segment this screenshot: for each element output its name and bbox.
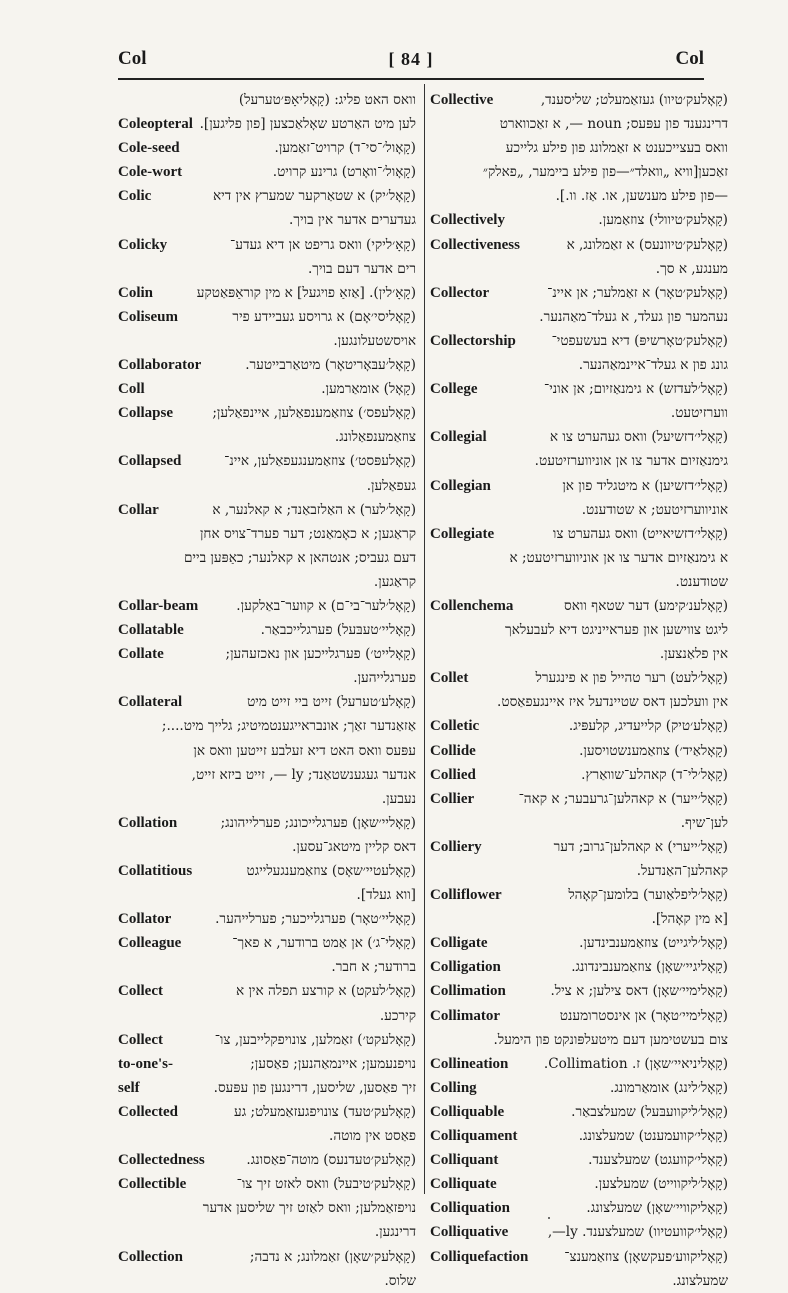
- entry-continuation-line: [118, 666, 416, 690]
- entry-continuation-line: [430, 618, 728, 642]
- definition-text: (קָאָל׳לי־ד) קאהלע־שוואַרץ.: [581, 766, 728, 783]
- dictionary-entry-line: [430, 281, 728, 305]
- dictionary-entry-line: [118, 859, 416, 883]
- dictionary-entry-line: [430, 1124, 728, 1148]
- definition-text: גימנאַזיום אדער צו אן אוניווערזיטעט.: [534, 453, 728, 470]
- definition-text: (קָאָלעק׳טאָרשיפּ) דיא בעשעפטי־: [551, 332, 728, 349]
- definition-text: צום בעשטימען דעם מיטעלפּונקט פון הימעל.: [493, 1031, 728, 1048]
- definition-text: (קָאָליניאיי׳שאָן) ז. Collimation.: [543, 1055, 728, 1072]
- headword: to-one's-: [118, 1055, 173, 1072]
- entry-continuation-line: [118, 1269, 416, 1293]
- definition-text: (קָאָל׳ייער) א קאהלען־גרעבער; א קאה־: [518, 790, 728, 807]
- definition-text: (קָאָול׳־סי־ד) קרויט־זאַמען.: [274, 140, 416, 157]
- definition-text: (קָאָלעק׳טעדנעס) מוטה־פאַסונג.: [246, 1152, 416, 1169]
- definition-text: (קָאָלע׳טיק) קלייעדיג, קלעפּיג.: [568, 718, 728, 735]
- dictionary-entry-line: [118, 449, 416, 473]
- dictionary-entry-line: [118, 979, 416, 1003]
- entry-continuation-line: [430, 811, 728, 835]
- definition-text: געפאַלען.: [366, 477, 416, 494]
- entry-continuation-line: [430, 449, 728, 473]
- headword: Colliquable: [430, 1103, 505, 1120]
- dictionary-entry-line: [430, 666, 728, 690]
- entry-continuation-line: [118, 739, 416, 763]
- headword: Collectively: [430, 212, 505, 229]
- headword: Collator: [118, 911, 172, 928]
- entry-continuation-line: [118, 88, 416, 112]
- entry-continuation-line: [430, 642, 728, 666]
- dictionary-entry-line: [118, 112, 416, 136]
- dictionary-entry-line: [430, 714, 728, 738]
- dictionary-entry-line: [118, 1245, 416, 1269]
- definition-text: [א מין קאָהל].: [651, 911, 728, 928]
- definition-text: (קָאָלעק׳טאָר) א זאַמלער; אן איינ־: [547, 284, 728, 301]
- dictionary-entry-line: [118, 1100, 416, 1124]
- definition-text: (קָאָלימיי׳טאָר) אן אינסטרומענט: [559, 1007, 728, 1024]
- headword: Colliquefaction: [430, 1248, 529, 1265]
- headword: Collectorship: [430, 332, 516, 349]
- column-divider: [424, 84, 425, 1194]
- definition-text: אנדער געגענשטאַנד; ly —, זייט ביזא זייט,: [191, 766, 416, 783]
- definition-text: שטודענט.: [675, 573, 728, 590]
- definition-text: עפּעס וואס האט דיא זעלבע זייטען וואס אן: [193, 742, 416, 759]
- definition-text: (קָאָלעפס׳) צוזאַמענפאַלען, איינפאַלען;: [212, 405, 416, 422]
- entry-continuation-line: [118, 1004, 416, 1028]
- dictionary-entry-line: [118, 233, 416, 257]
- definition-text: שמעלצונג.: [672, 1272, 728, 1289]
- definition-text: דאס קליין מיטאג־עסען.: [292, 838, 416, 855]
- dictionary-entry-line: [118, 281, 416, 305]
- dictionary-entry-line: [430, 931, 728, 955]
- entry-continuation-line: [118, 955, 416, 979]
- definition-text: דרינגענד פון עפּעס; noun —, א זאַכווארט: [499, 116, 728, 133]
- dictionary-entry-line: [430, 594, 728, 618]
- entry-continuation-line: [118, 425, 416, 449]
- headword: Collapsed: [118, 453, 182, 470]
- headword: Collar-beam: [118, 597, 199, 614]
- dictionary-entry-line: [430, 377, 728, 401]
- entry-continuation-line: [430, 184, 728, 208]
- headword: Cole-seed: [118, 140, 180, 157]
- headword: Colicky: [118, 236, 168, 253]
- headword: Colliquant: [430, 1152, 499, 1169]
- headword: Collection: [118, 1248, 183, 1265]
- definition-text: (קָאָלעטיי׳שאָס) צוזאַמענגעלייגט: [246, 863, 416, 879]
- headword: Collectedness: [118, 1152, 205, 1169]
- definition-text: קראַגען.: [373, 573, 416, 590]
- dictionary-entry-line: [118, 136, 416, 160]
- definition-text: (קָאָליי׳טאָר) פערגלייכער; פערלייהער.: [215, 911, 416, 928]
- entry-continuation-line: [430, 136, 728, 160]
- headword: Collate: [118, 646, 164, 663]
- page-number: [ 84 ]: [388, 48, 434, 69]
- definition-text: ברודער; א חבר.: [331, 959, 416, 976]
- headword: Collect: [118, 983, 163, 1000]
- definition-text: (קָאָ׳לין). [אַזאַ פויגעל] א מין קוראַפּאַטקע: [196, 284, 416, 301]
- header-rule: [118, 78, 704, 80]
- entry-continuation-line: [118, 522, 416, 546]
- dictionary-entry-line: [430, 1148, 728, 1172]
- dictionary-entry-line: [118, 1052, 416, 1076]
- dictionary-entry-line: [118, 377, 416, 401]
- dictionary-entry-line: [430, 88, 728, 112]
- definition-text: (קָאָלעקט׳) זאַמלען, צונויפקלייבען, צו־: [214, 1031, 416, 1048]
- definition-text: (קָאָלעק׳טיוו) געזאַמעלט; שליסענד,: [540, 92, 728, 108]
- definition-text: נויפנעמען; איינמאַהנען; פאַסען;: [250, 1055, 416, 1072]
- definition-text: (קָאָלי׳קוועמענט) שמעלצונג.: [578, 1128, 728, 1145]
- dictionary-entry-line: [430, 1004, 728, 1028]
- definition-text: (קָאָלעפּסט׳) צוזאַמענגעפאַלען, איינ־: [224, 453, 416, 470]
- dictionary-entry-line: [118, 1028, 416, 1052]
- definition-text: קראַגען; א כאָמאַנט; דער פערד־צויס אחן: [199, 525, 416, 542]
- entry-continuation-line: [118, 714, 416, 738]
- entry-continuation-line: [430, 570, 728, 594]
- definition-text: ווערזיטעט.: [670, 405, 728, 422]
- entry-continuation-line: [430, 257, 728, 281]
- dictionary-entry-line: [430, 1196, 728, 1220]
- dictionary-entry-line: [430, 1245, 728, 1269]
- headword: Collimator: [430, 1007, 500, 1024]
- headword: Collegial: [430, 429, 487, 446]
- definition-text: דרינגען.: [374, 1224, 416, 1241]
- headword: Colliquative: [430, 1224, 509, 1241]
- headword: Collied: [430, 766, 476, 783]
- headword: Coliseum: [118, 308, 178, 325]
- dictionary-entry-line: [118, 1076, 416, 1100]
- dictionary-entry-line: [430, 1052, 728, 1076]
- headword: Collegiate: [430, 525, 495, 542]
- definition-text: צוזאַמענפאַלונג.: [334, 429, 416, 446]
- dictionary-entry-line: [118, 1148, 416, 1172]
- headword: Colliquate: [430, 1176, 497, 1193]
- definition-text: זיך פאַסען, שליסען, דרינגען פון עפּעס.: [213, 1079, 416, 1096]
- page-header: [118, 44, 704, 74]
- entry-continuation-line: [118, 835, 416, 859]
- headword: Colleague: [118, 935, 182, 952]
- definition-text: (קָאָל׳לעקט) א קורצע תפלה אין א: [235, 983, 416, 1000]
- definition-text: (קָאָ׳ליקי) וואס גריפט אן דיא געדע־: [230, 236, 416, 253]
- entry-continuation-line: [430, 690, 728, 714]
- definition-text: מענגע, א סך.: [655, 260, 728, 277]
- definition-text: פערגלייהען.: [353, 670, 416, 687]
- entry-continuation-line: [430, 401, 728, 425]
- dictionary-entry-line: [430, 979, 728, 1003]
- entry-continuation-line: [430, 498, 728, 522]
- definition-text: זאַכען[וויא „וואלד״—פון פילע ביימער, „פאלק״: [482, 164, 728, 181]
- definition-text: (קָאָל׳לער) א האַלזבאַנד; א קאלנער, א: [212, 501, 416, 518]
- dictionary-entry-line: [430, 425, 728, 449]
- dictionary-entry-line: [118, 642, 416, 666]
- headword: Collet: [430, 670, 469, 687]
- definition-text: (קָאָליקוויי׳שאָן) שמעלצונג.: [586, 1200, 728, 1217]
- headword: self: [118, 1079, 140, 1096]
- definition-text: (קָאָל׳יק) א שטאַרקער שמערץ אין דיא: [212, 188, 416, 205]
- headword: Coleopteral: [118, 116, 193, 133]
- definition-text: (קָאָול׳־וואָרט) גרינע קרויט.: [272, 164, 416, 181]
- headword: Colic: [118, 188, 152, 205]
- headword: Collatitious: [118, 863, 193, 879]
- entry-continuation-line: [430, 1269, 728, 1293]
- entry-continuation-line: [118, 1124, 416, 1148]
- entry-continuation-line: [430, 353, 728, 377]
- definition-text: קאהלען־האַנדעל.: [636, 863, 728, 879]
- headword: College: [430, 381, 478, 398]
- definition-text: (קָאָל׳לער־בי־ם) א קווער־באַלקען.: [236, 597, 416, 614]
- definition-text: (קָאָלעק׳טיוונעס) א זאַמלונג, א: [566, 236, 728, 253]
- definition-text: לען־שיף.: [680, 814, 728, 831]
- dictionary-entry-line: [430, 835, 728, 859]
- definition-text: (קָאָל׳ייערי) א קאהלען־גרוב; דער: [553, 838, 728, 855]
- dictionary-entry-line: [430, 739, 728, 763]
- headword: Collatable: [118, 622, 184, 639]
- dictionary-entry-line: [118, 931, 416, 955]
- left-guide-word: Col: [118, 48, 147, 69]
- definition-text: (קָאָליי׳טעבּעל) פערגלייכבאַר.: [260, 622, 416, 639]
- entry-continuation-line: [430, 546, 728, 570]
- definition-text: (קָאָלי׳דזשיעל) וואס געהערט צו א: [549, 429, 728, 446]
- headword: Collapse: [118, 405, 174, 422]
- headword: Collective: [430, 92, 494, 108]
- definition-text: (קָאָל׳ליגייט) צוזאַמענבינדען.: [579, 935, 728, 952]
- entry-continuation-line: [118, 546, 416, 570]
- definition-text: (קָאָלי׳קוועטיוו) שמעלצענד. ly—,: [547, 1224, 728, 1241]
- definition-text: (קָאָל׳ליפלאַוער) בלומען־קאָהל: [568, 887, 728, 904]
- headword: Collegian: [430, 477, 491, 494]
- headword: Colliflower: [430, 887, 502, 904]
- definition-text: פאַסט אין מוטה.: [329, 1128, 416, 1145]
- headword: Collectible: [118, 1176, 187, 1193]
- entry-continuation-line: [118, 1196, 416, 1220]
- definition-text: (קָאָליי׳שאָן) פערגלייכונג; פערלייהונג;: [220, 814, 416, 831]
- dictionary-entry-line: [118, 305, 416, 329]
- dictionary-entry-line: [118, 353, 416, 377]
- definition-text: אין פלאַנצען.: [659, 646, 728, 663]
- dictionary-entry-line: [118, 401, 416, 425]
- headword: Collateral: [118, 694, 183, 711]
- entry-continuation-line: [430, 112, 728, 136]
- entry-continuation-line: [118, 208, 416, 232]
- definition-text: (קָאָלי׳קוועגט) שמעלצענד.: [588, 1152, 728, 1169]
- headword: Colin: [118, 284, 154, 301]
- definition-text: אין וועלכען דאס שטיינדעל איז איינגעפאַסט.: [497, 694, 728, 711]
- dictionary-entry-line: [430, 233, 728, 257]
- definition-text: (קָאָליגיי׳שאָן) צוזאַמענבינדונג.: [571, 959, 728, 976]
- definition-text: [ווא געלד].: [356, 887, 416, 904]
- headword: Collar: [118, 501, 159, 518]
- dictionary-entry-line: [430, 522, 728, 546]
- dictionary-entry-line: [430, 208, 728, 232]
- dictionary-entry-line: [430, 1100, 728, 1124]
- definition-text: (קָאָלעק׳טיוולי) צוזאַמען.: [598, 212, 728, 229]
- headword: Coll: [118, 381, 145, 398]
- entry-continuation-line: [118, 570, 416, 594]
- definition-text: (קָאָלי׳דזשיאייט) וואס געהערט צו: [552, 525, 728, 542]
- definition-text: א גימנאַזיום אדער צו אן אוניווערזיטעט; א: [509, 549, 728, 566]
- headword: Colletic: [430, 718, 480, 735]
- dictionary-entry-line: [118, 184, 416, 208]
- definition-text: אויסשטעלונגען.: [333, 332, 416, 349]
- dictionary-entry-line: [430, 474, 728, 498]
- definition-text: (קָאָלי־ג׳) אן אַמט ברודער, א פאך־: [232, 935, 416, 952]
- entry-continuation-line: [430, 1028, 728, 1052]
- definition-text: (קָאָלי׳דזשיען) א מיטגליד פון אן: [562, 477, 728, 494]
- headword: Colliquament: [430, 1128, 518, 1145]
- headword: Collenchema: [430, 597, 514, 614]
- dictionary-entry-line: [430, 955, 728, 979]
- headword: Colligate: [430, 935, 488, 952]
- definition-text: (קָאָלאַיד׳) צוזאַמענשטויסען.: [579, 742, 728, 759]
- headword: Cole-wort: [118, 164, 183, 181]
- headword: Collimation: [430, 983, 506, 1000]
- dictionary-entry-line: [430, 1172, 728, 1196]
- dictionary-entry-line: [430, 1076, 728, 1100]
- entry-continuation-line: [430, 859, 728, 883]
- dictionary-entry-line: [430, 787, 728, 811]
- headword: Colling: [430, 1079, 477, 1096]
- definition-text: (קָאָלייט׳) פערגלייכען און נאכזעהען;: [225, 646, 416, 663]
- headword: Collect: [118, 1031, 163, 1048]
- right-column: [430, 88, 728, 1293]
- definition-text: נעבען.: [381, 790, 416, 807]
- definition-text: (קָאָל׳לינג) אומאַרמונג.: [610, 1079, 728, 1096]
- headword: Collineation: [430, 1055, 509, 1072]
- entry-continuation-line: [430, 305, 728, 329]
- dictionary-entry-line: [118, 498, 416, 522]
- headword: Colligation: [430, 959, 501, 976]
- headword: Collation: [118, 814, 178, 831]
- definition-text: לען מיט האַרטע שאָלאַכצען [פון פליגען].: [199, 116, 416, 133]
- definition-text: נעהמער פון געלד, א געלד־מאַהנער.: [539, 308, 728, 325]
- headword: Collectiveness: [430, 236, 520, 253]
- definition-text: (קָאָלענ׳קימע) דער שטאף וואס: [564, 597, 728, 614]
- headword: Colliquation: [430, 1200, 511, 1217]
- definition-text: שלוס.: [384, 1272, 416, 1289]
- headword: Collaborator: [118, 357, 202, 374]
- definition-text: (קָאָליסי׳אָם) א גרויסע געביידע פיר: [232, 308, 416, 325]
- dictionary-entry-line: [118, 594, 416, 618]
- definition-text: ליגט צווישען און פעראייניגט דיא לעבעלאך: [505, 622, 728, 639]
- definition-text: (קָאָלעק׳טעד) צונויפגעזאַמעלט; גע: [234, 1103, 416, 1120]
- entry-continuation-line: [430, 160, 728, 184]
- dictionary-entry-line: [118, 160, 416, 184]
- dictionary-entry-line: [430, 1220, 728, 1244]
- definition-text: (קָאָלעק׳שאָן) זאַמלונג; א נדבה;: [249, 1248, 416, 1265]
- definition-text: (קָאָליקווע׳פעקשאָן) צוזאַמענצ־: [564, 1248, 728, 1265]
- headword: Collected: [118, 1103, 178, 1120]
- definition-text: (קָאָלימיי׳שאָן) דאס צילען; א ציל.: [550, 983, 728, 1000]
- entry-continuation-line: [118, 474, 416, 498]
- entry-continuation-line: [118, 257, 416, 281]
- left-column: [118, 88, 416, 1293]
- entry-continuation-line: [118, 1220, 416, 1244]
- definition-text: גונג פון א געלד־איינמאַהנער.: [578, 357, 728, 374]
- definition-text: וואס האט פליג: (קָאָליאָפּ׳טערעל): [238, 92, 416, 108]
- definition-text: דעם געביס; אנטהאן א קאלנער; כאַפּען ביים: [183, 549, 416, 566]
- headword: Colliery: [430, 838, 482, 855]
- definition-text: קירכע.: [379, 1007, 416, 1024]
- right-guide-word: Col: [675, 48, 704, 69]
- entry-continuation-line: [118, 883, 416, 907]
- definition-text: אַזאַנדער זאַך; אונבראייגענטמיטיג; גלייך מיט....;: [161, 718, 416, 735]
- ink-speck: [548, 1217, 550, 1219]
- entry-continuation-line: [118, 787, 416, 811]
- dictionary-entry-line: [118, 1172, 416, 1196]
- definition-text: (קָאָל׳לעט) רער טהייל פון א פינגערל: [535, 670, 728, 687]
- dictionary-entry-line: [118, 811, 416, 835]
- definition-text: (קָאָל) אומאַרמען.: [321, 381, 416, 398]
- definition-text: (קָאָל׳ליקווייט) שמעלצען.: [594, 1176, 728, 1193]
- definition-text: (קָאָל׳לעדזש) א גימנאַזיום; אן אוני־: [543, 381, 728, 398]
- entry-continuation-line: [118, 763, 416, 787]
- definition-text: —פון פילע מענשען, או. אַז. וו.].: [555, 188, 728, 205]
- dictionary-entry-line: [430, 763, 728, 787]
- entry-continuation-line: [430, 907, 728, 931]
- headword: Collector: [430, 284, 490, 301]
- definition-text: וואס בעצייכענט א זאַמלונג פון פילע גלייכע: [505, 140, 728, 157]
- definition-text: (קָאָל׳עבּאָריטאָר) מיטאַרבייטער.: [245, 357, 416, 374]
- dictionary-entry-line: [430, 883, 728, 907]
- definition-text: נויפזאַמלען; וואס לאַזט זיך שליסען אדער: [202, 1200, 416, 1217]
- dictionary-entry-line: [118, 690, 416, 714]
- definition-text: (קָאָלע׳טערעל) זייט ביי זייט מיט: [247, 694, 416, 711]
- dictionary-entry-line: [430, 329, 728, 353]
- definition-text: (קָאָל׳ליקוועבּעל) שמעלצבאַר.: [571, 1103, 728, 1120]
- headword: Collier: [430, 790, 475, 807]
- definition-text: געדערים אדער אין בויך.: [289, 212, 416, 229]
- dictionary-entry-line: [118, 907, 416, 931]
- definition-text: אוניווערזיטעט; א שטודענט.: [581, 501, 728, 518]
- headword: Collide: [430, 742, 476, 759]
- dictionary-entry-line: [118, 618, 416, 642]
- definition-text: (קָאָלעק׳טיבעל) וואס לאזט זיך צו־: [236, 1176, 416, 1193]
- definition-text: רים אדער דעם בויך.: [307, 260, 416, 277]
- entry-continuation-line: [118, 329, 416, 353]
